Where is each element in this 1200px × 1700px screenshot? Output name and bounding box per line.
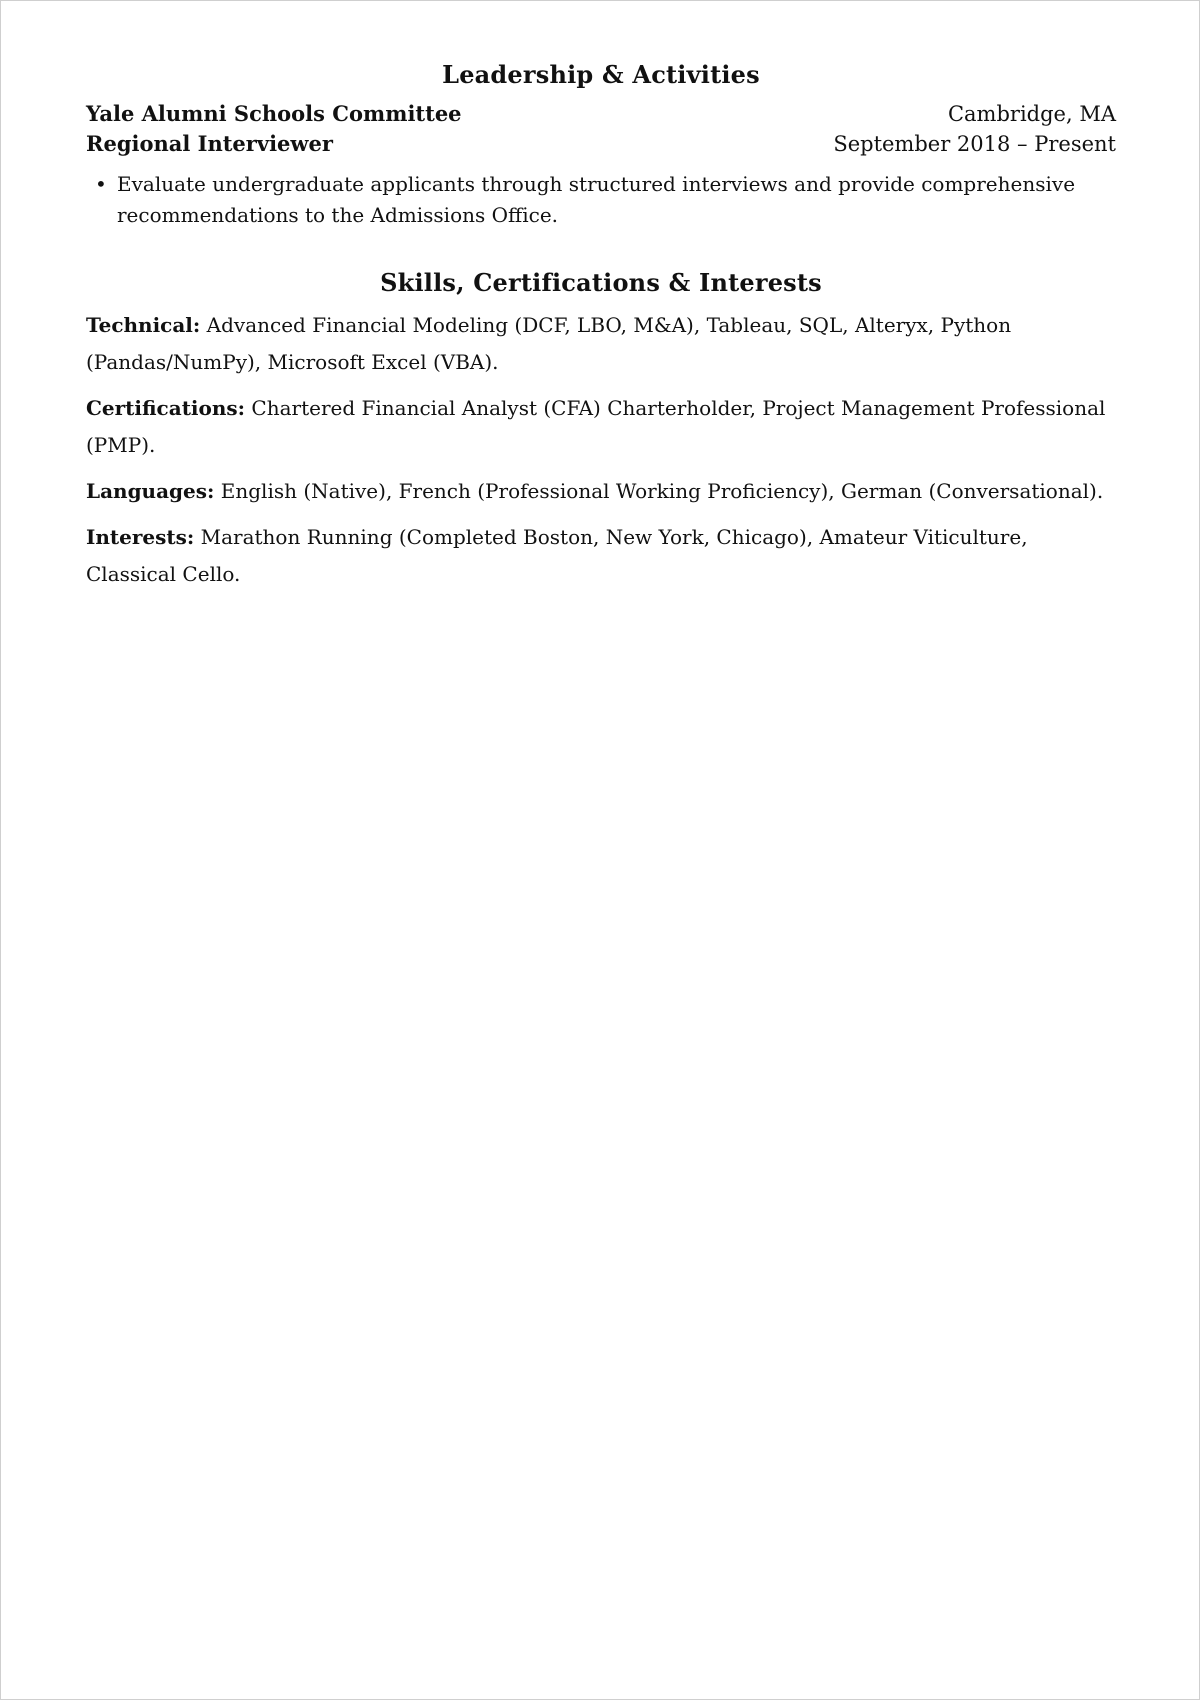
entry-role-row (86, 129, 1116, 159)
skill-label: Languages: (86, 479, 215, 503)
section-heading-leadership: Leadership & Activities (442, 60, 760, 89)
entry-header-row (86, 99, 1116, 129)
bullet-item (95, 169, 1116, 231)
skill-line-technical (86, 307, 1116, 381)
bullet-dot-icon: • (95, 172, 107, 196)
role-title: Regional Interviewer (86, 131, 333, 156)
skill-line-certifications (86, 390, 1116, 464)
leadership-entry (86, 99, 1116, 231)
page-content (86, 55, 1116, 602)
skill-text: Marathon Running (Completed Boston, New York, Chicago), Amateur Viticulture, Classical Cello. (86, 525, 1028, 586)
bullet-text: Evaluate undergraduate applicants through structured interviews and provide comprehensive recommendations to the Admissions Office. (117, 172, 1076, 227)
organization-name: Yale Alumni Schools Committee (86, 101, 462, 126)
skill-text: English (Native), French (Professional Working Proficiency), German (Conversational). (220, 479, 1104, 503)
section-heading-skills: Skills, Certifications & Interests (380, 268, 822, 297)
skill-label: Certifications: (86, 396, 246, 420)
skill-text: Advanced Financial Modeling (DCF, LBO, M&A), Tableau, SQL, Alteryx, Python (Pandas/NumPy), Microsoft Excel (VBA). (86, 313, 1012, 374)
skill-label: Technical: (86, 313, 201, 337)
skill-label: Interests: (86, 525, 195, 549)
entry-location: Cambridge, MA (947, 102, 1116, 126)
leadership-section (86, 55, 1116, 231)
skill-line-languages (86, 473, 1116, 510)
skill-text: Chartered Financial Analyst (CFA) Charterholder, Project Management Professional (PMP). (86, 396, 1106, 457)
entry-dates: September 2018 – Present (833, 132, 1116, 156)
entry-bullet-list (86, 169, 1116, 231)
skill-line-interests (86, 519, 1116, 593)
skills-section (86, 263, 1116, 593)
